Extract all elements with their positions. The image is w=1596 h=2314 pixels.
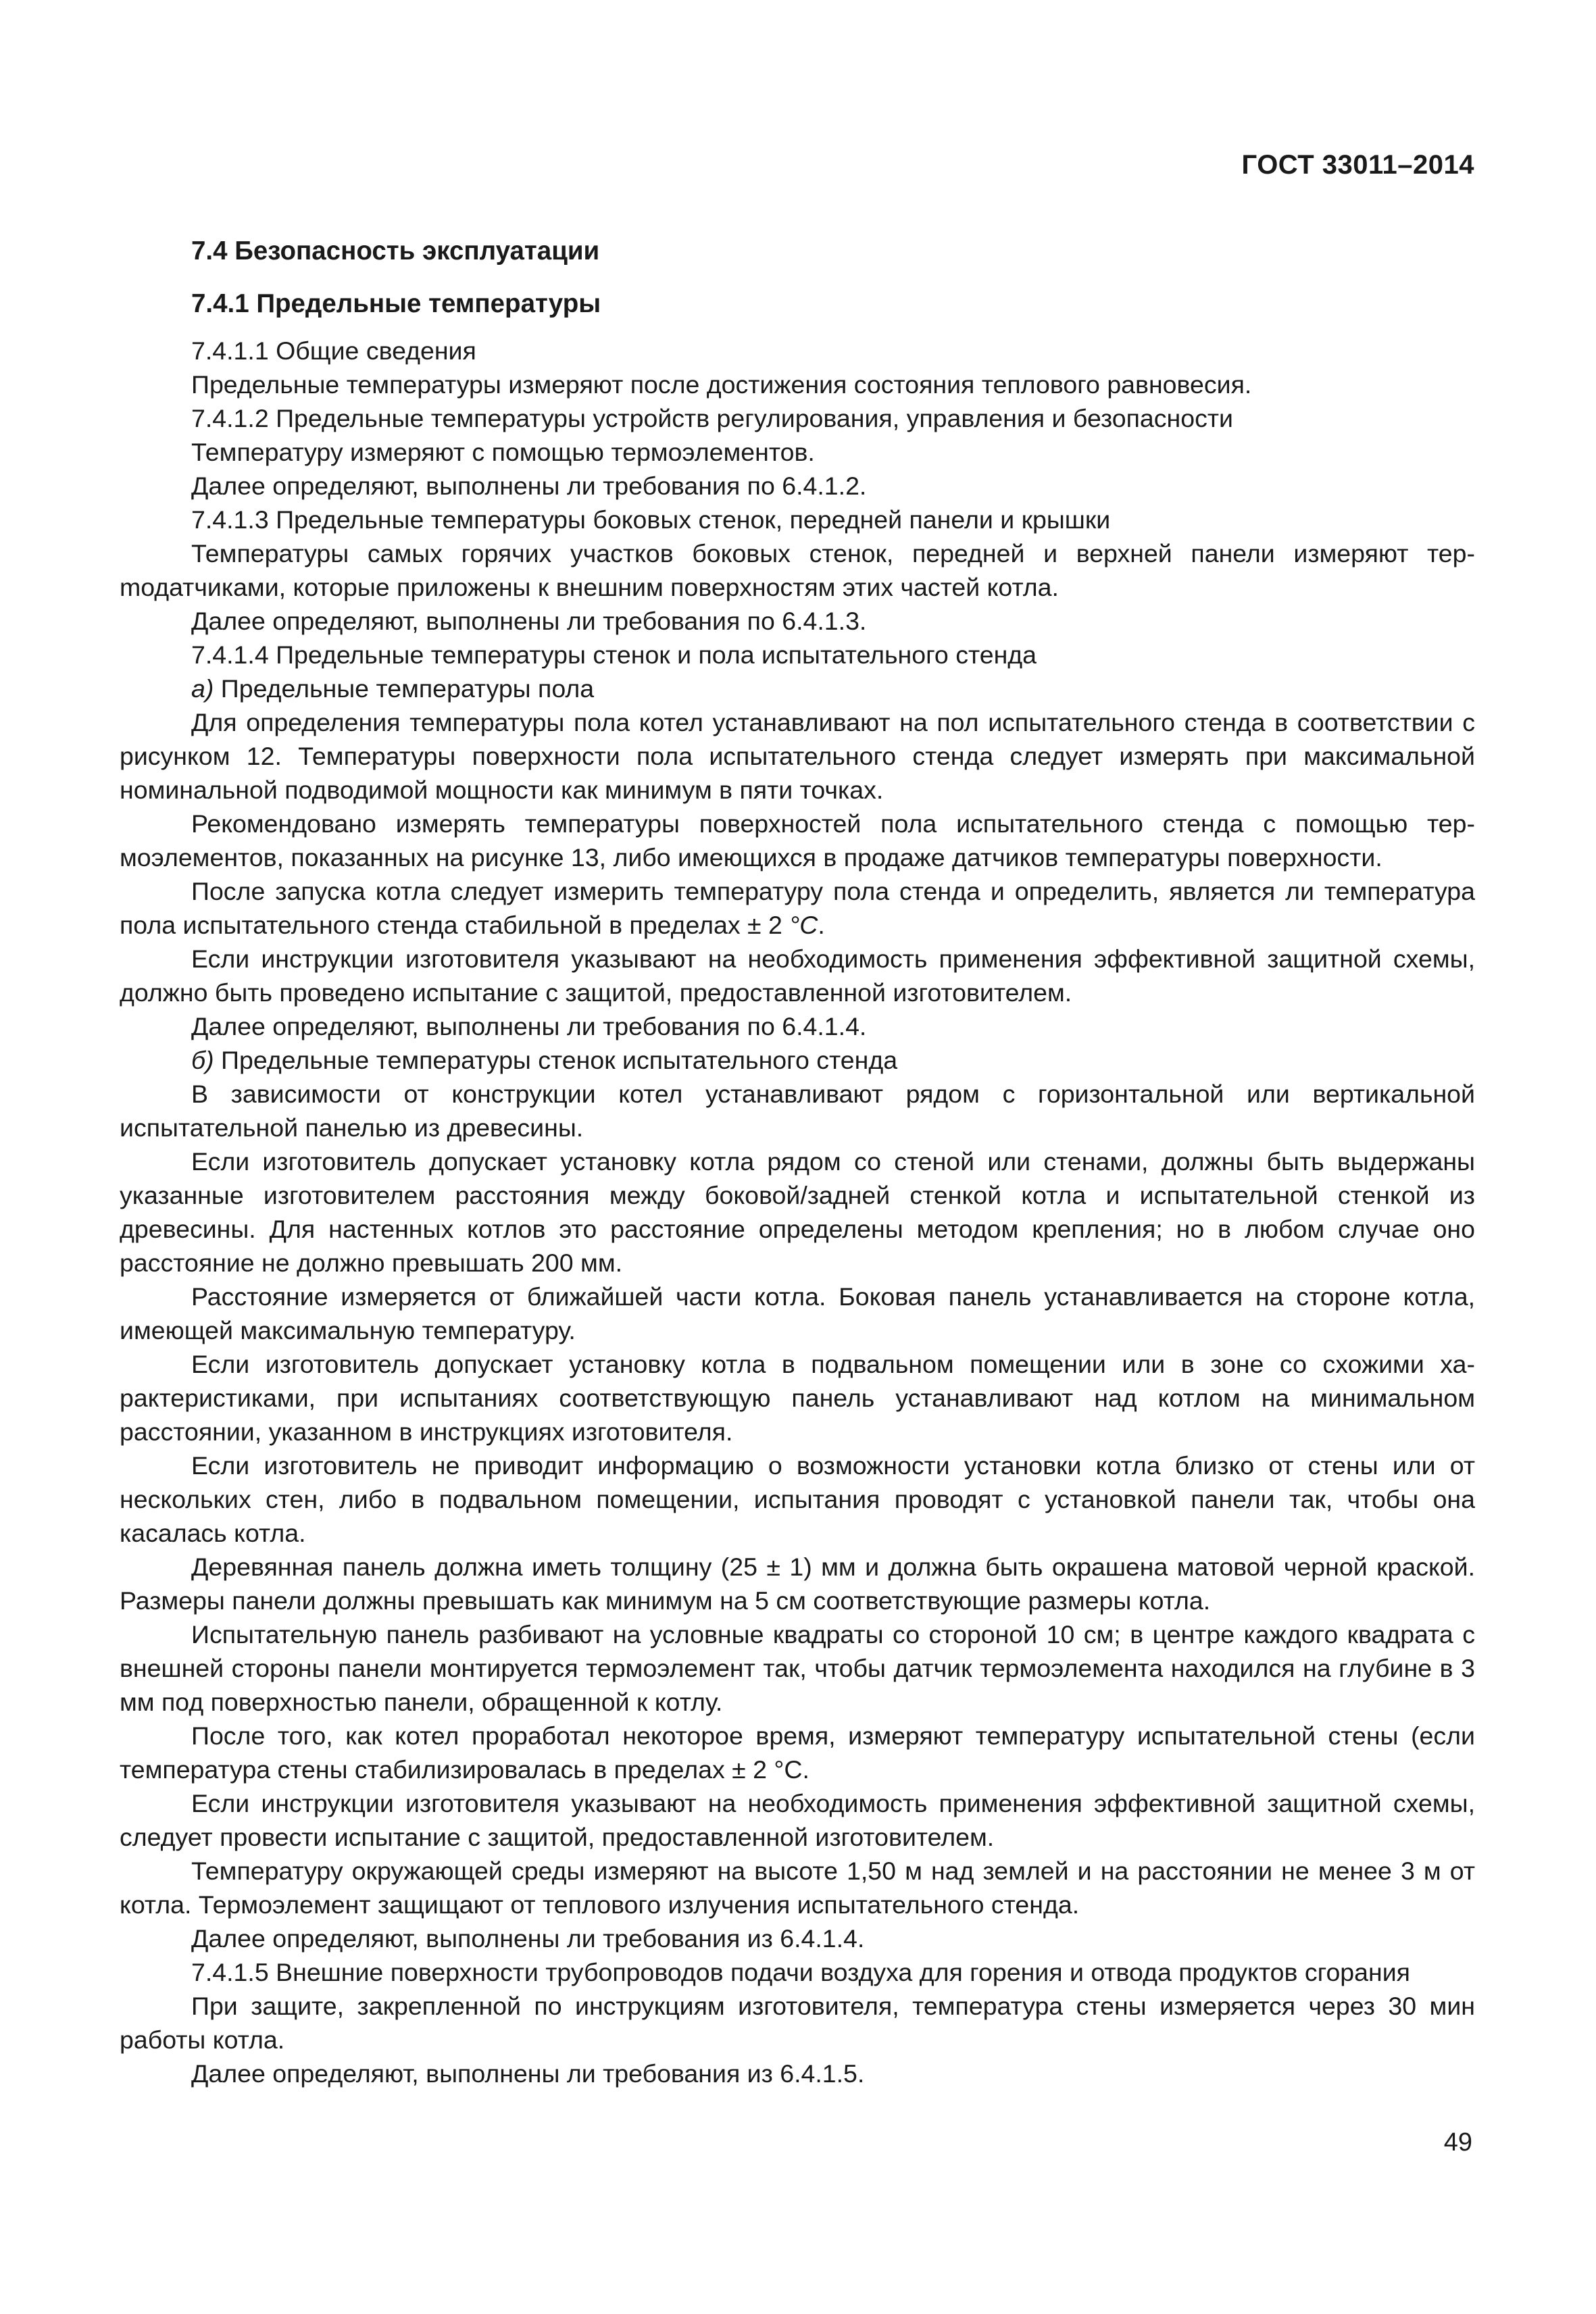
page-number: 49: [1443, 2128, 1472, 2157]
list-marker: б): [191, 1046, 214, 1074]
paragraph: [120, 874, 1475, 942]
list-marker: а): [191, 674, 214, 703]
paragraph: После того, как котел проработал некоторое время, измеряют температуру испытательной стены (если температура стены стабилизировалась в пределах ± 2 °C.: [120, 1721, 1475, 1784]
unit-label: °C: [789, 911, 818, 939]
list-item-text: Предельные температуры стенок испытательного стенда: [221, 1046, 898, 1074]
subsection-title: 7.4.1 Предельные температуры: [191, 289, 601, 318]
list-item: [120, 1043, 1475, 1077]
paragraph: Температуру измеряют с помощью термоэлементов.: [191, 438, 815, 466]
paragraph: Если изготовитель допускает установку котла в подвальном помещении или в зоне со схожими характеристиками, при испытаниях соответствующую панель устанавливают над котлом на минимальном расстоянии, указанном в инструкциях изготовителя.: [120, 1350, 1475, 1446]
paragraph: Далее определяют, выполнены ли требования по 6.4.1.4.: [191, 1012, 867, 1040]
paragraph: Далее определяют, выполнены ли требования из 6.4.1.4.: [191, 1924, 865, 1953]
paragraph: Деревянная панель должна иметь толщину (25 ± 1) мм и должна быть окрашена матовой черной краской. Размеры панели должны превышать как минимум на 5 см соответствующие размеры котла.: [120, 1553, 1475, 1615]
paragraph: Если инструкции изготовителя указывают на необходимость применения эффективной защитной схемы, должно быть проведено испытание с защитой, предоставленной изготовителем.: [120, 945, 1475, 1007]
document-code: ГОСТ 33011–2014: [1241, 150, 1474, 180]
paragraph: При защите, закрепленной по инструкциям изготовителя, температура стены измеряется через 30 мин работы котла.: [120, 1992, 1475, 2054]
paragraph: 7.4.1.1 Общие сведения: [191, 336, 476, 365]
paragraph: Рекомендовано измерять температуры поверхностей пола испытательного стенда с помощью термоэлементов, показанных на рисунке 13, либо имеющихся в продаже датчиков температуры поверхности.: [120, 809, 1475, 872]
paragraph: Для определения температуры пола котел устанавливают на пол испытательного стенда в соответствии с рисунком 12. Температуры поверхности пола испытательного стенда следует измерять при максимальной номинальной подводимой мощности как минимум в пяти точках.: [120, 708, 1475, 804]
period: .: [818, 911, 825, 939]
paragraph: 7.4.1.4 Предельные температуры стенок и пола испытательного стенда: [191, 640, 1037, 669]
paragraph: Температуру окружающей среды измеряют на высоте 1,50 м над землей и на расстоянии не менее 3 м от котла. Термоэлемент защищают от теплового излучения испытательного стенда.: [120, 1857, 1475, 1919]
paragraph: Температуры самых горячих участков боковых стенок, передней и верхней панели измеряют терmодатчиками, которые приложены к внешним поверхностям этих частей котла.: [120, 539, 1475, 601]
paragraph: Расстояние измеряется от ближайшей части котла. Боковая панель устанавливается на стороне котла, имеющей максимальную температуру.: [120, 1282, 1475, 1344]
paragraph: Если изготовитель не приводит информацию о возможности установки котла близко от стены или от нескольких стен, либо в подвальном помещении, испытания проводят с установкой панели так, чтобы она касалась котла.: [120, 1451, 1475, 1547]
document-body: [120, 232, 1475, 2090]
paragraph: 7.4.1.3 Предельные температуры боковых стенок, передней панели и крышки: [191, 505, 1111, 534]
paragraph: Далее определяют, выполнены ли требования по 6.4.1.3.: [191, 607, 867, 635]
paragraph: Далее определяют, выполнены ли требования по 6.4.1.2.: [191, 472, 867, 500]
section-title: 7.4 Безопасность эксплуатации: [191, 236, 600, 266]
paragraph: В зависимости от конструкции котел устанавливают рядом с горизонтальной или вертикальной испытательной панелью из древесины.: [120, 1080, 1475, 1142]
paragraph: Если изготовитель допускает установку котла рядом со стеной или стенами, должны быть выдержаны указанные изготовителем расстояния между боковой/задней стенкой котла и испытательной стенкой из древесины. Для настенных котлов это расстояние определены методом крепления; но в любом случае оно расстояние не должно превышать 200 мм.: [120, 1147, 1475, 1277]
paragraph: Предельные температуры измеряют после достижения состояния теплового равновесия.: [191, 370, 1252, 399]
paragraph: 7.4.1.2 Предельные температуры устройств регулирования, управления и безопасности: [191, 404, 1233, 432]
list-item: [120, 672, 1475, 705]
paragraph: Далее определяют, выполнены ли требования из 6.4.1.5.: [191, 2059, 865, 2088]
paragraph: Испытательную панель разбивают на условные квадраты со стороной 10 см; в центре каждого квадрата с внешней стороны панели монтируется термоэлемент так, чтобы датчик термоэлемента находился на глубине в 3 мм под поверхностью панели, обращенной к котлу.: [120, 1620, 1475, 1716]
paragraph: Если инструкции изготовителя указывают на необходимость применения эффективной защитной схемы, следует провести испытание с защитой, предоставленной изготовителем.: [120, 1789, 1475, 1851]
paragraph: 7.4.1.5 Внешние поверхности трубопроводов подачи воздуха для горения и отвода продуктов сгорания: [191, 1958, 1410, 1986]
paragraph-text: После запуска котла следует измерить температуру пола стенда и определить, является ли температура пола испытательного стенда стабильной в пределах ± 2: [120, 877, 1475, 939]
list-item-text: Предельные температуры пола: [220, 674, 595, 703]
